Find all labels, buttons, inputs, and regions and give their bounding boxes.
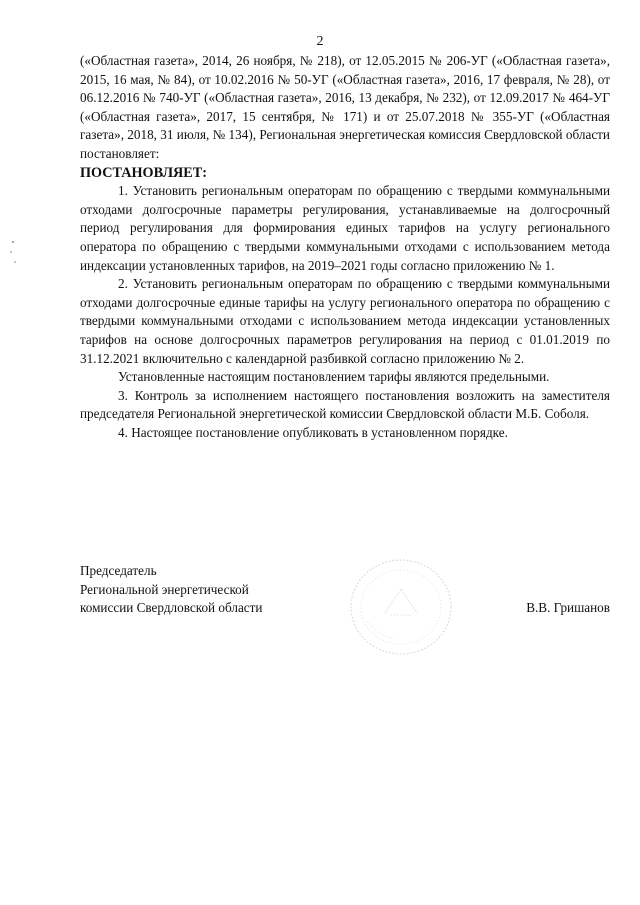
signatory-name: В.В. Гришанов xyxy=(526,600,610,616)
margin-mark xyxy=(6,238,20,268)
signature-block xyxy=(80,562,610,618)
signatory-title-line: комиссии Свердловской области xyxy=(80,600,263,616)
document-body xyxy=(80,52,610,442)
paragraph-tariff-note: Установленные настоящим постановлением тарифы являются предельными. xyxy=(118,369,550,385)
signatory-title-line: Региональной энергетической xyxy=(80,581,249,597)
intro-paragraph: («Областная газета», 2014, 26 ноября, № 218), от 12.05.2015 № 206-УГ («Областная газета», 2015, 16 мая, № 84), от 10.02.2016 № 50-УГ («Областная газета», 2016, 17 февраля, № 28), от 06.12.2016 № 740-УГ («Областная газета», 2016, 13 декабря, № 232), от 12.09.2017 № 464-УГ («Областная газета», 2017, 15 сентября, № 171) и от 25.07.2018 № 355-УГ («Областная газета», 2018, 31 июля, № 134), Региональная энергетическая комиссия Свердловской области постановляет: xyxy=(80,53,610,161)
paragraph-4: 4. Настоящее постановление опубликовать в установленном порядке. xyxy=(118,424,508,440)
paragraph-2: 2. Установить региональным операторам по обращению с твердыми коммунальными отходами долгосрочные единые тарифы на услугу регионального оператора по обращению с твердыми коммунальными отходами с использованием метода индексации установленных тарифов на основе долгосрочных параметров регулирования на период с 01.01.2019 по 31.12.2021 включительно с календарной разбивкой согласно приложению № 2. xyxy=(80,276,610,366)
paragraph-3: 3. Контроль за исполнением настоящего постановления возложить на заместителя председателя Региональной энергетической комиссии Свердловской области М.Б. Соболя. xyxy=(80,387,610,422)
signatory-title-line: Председатель xyxy=(80,563,157,578)
page-number: 2 xyxy=(316,34,324,49)
resolution-heading: ПОСТАНОВЛЯЕТ: xyxy=(80,164,207,181)
paragraph-1: 1. Установить региональным операторам по обращению с твердыми коммунальными отходами долгосрочные параметры регулирования, устанавливаемые на долгосрочный период регулирования для формирования единых тарифов на услугу регионального оператора по обращению с твердыми коммунальными отходами с использованием метода индексации установленных тарифов, на 2019–2021 годы согласно приложению № 1. xyxy=(80,183,610,273)
